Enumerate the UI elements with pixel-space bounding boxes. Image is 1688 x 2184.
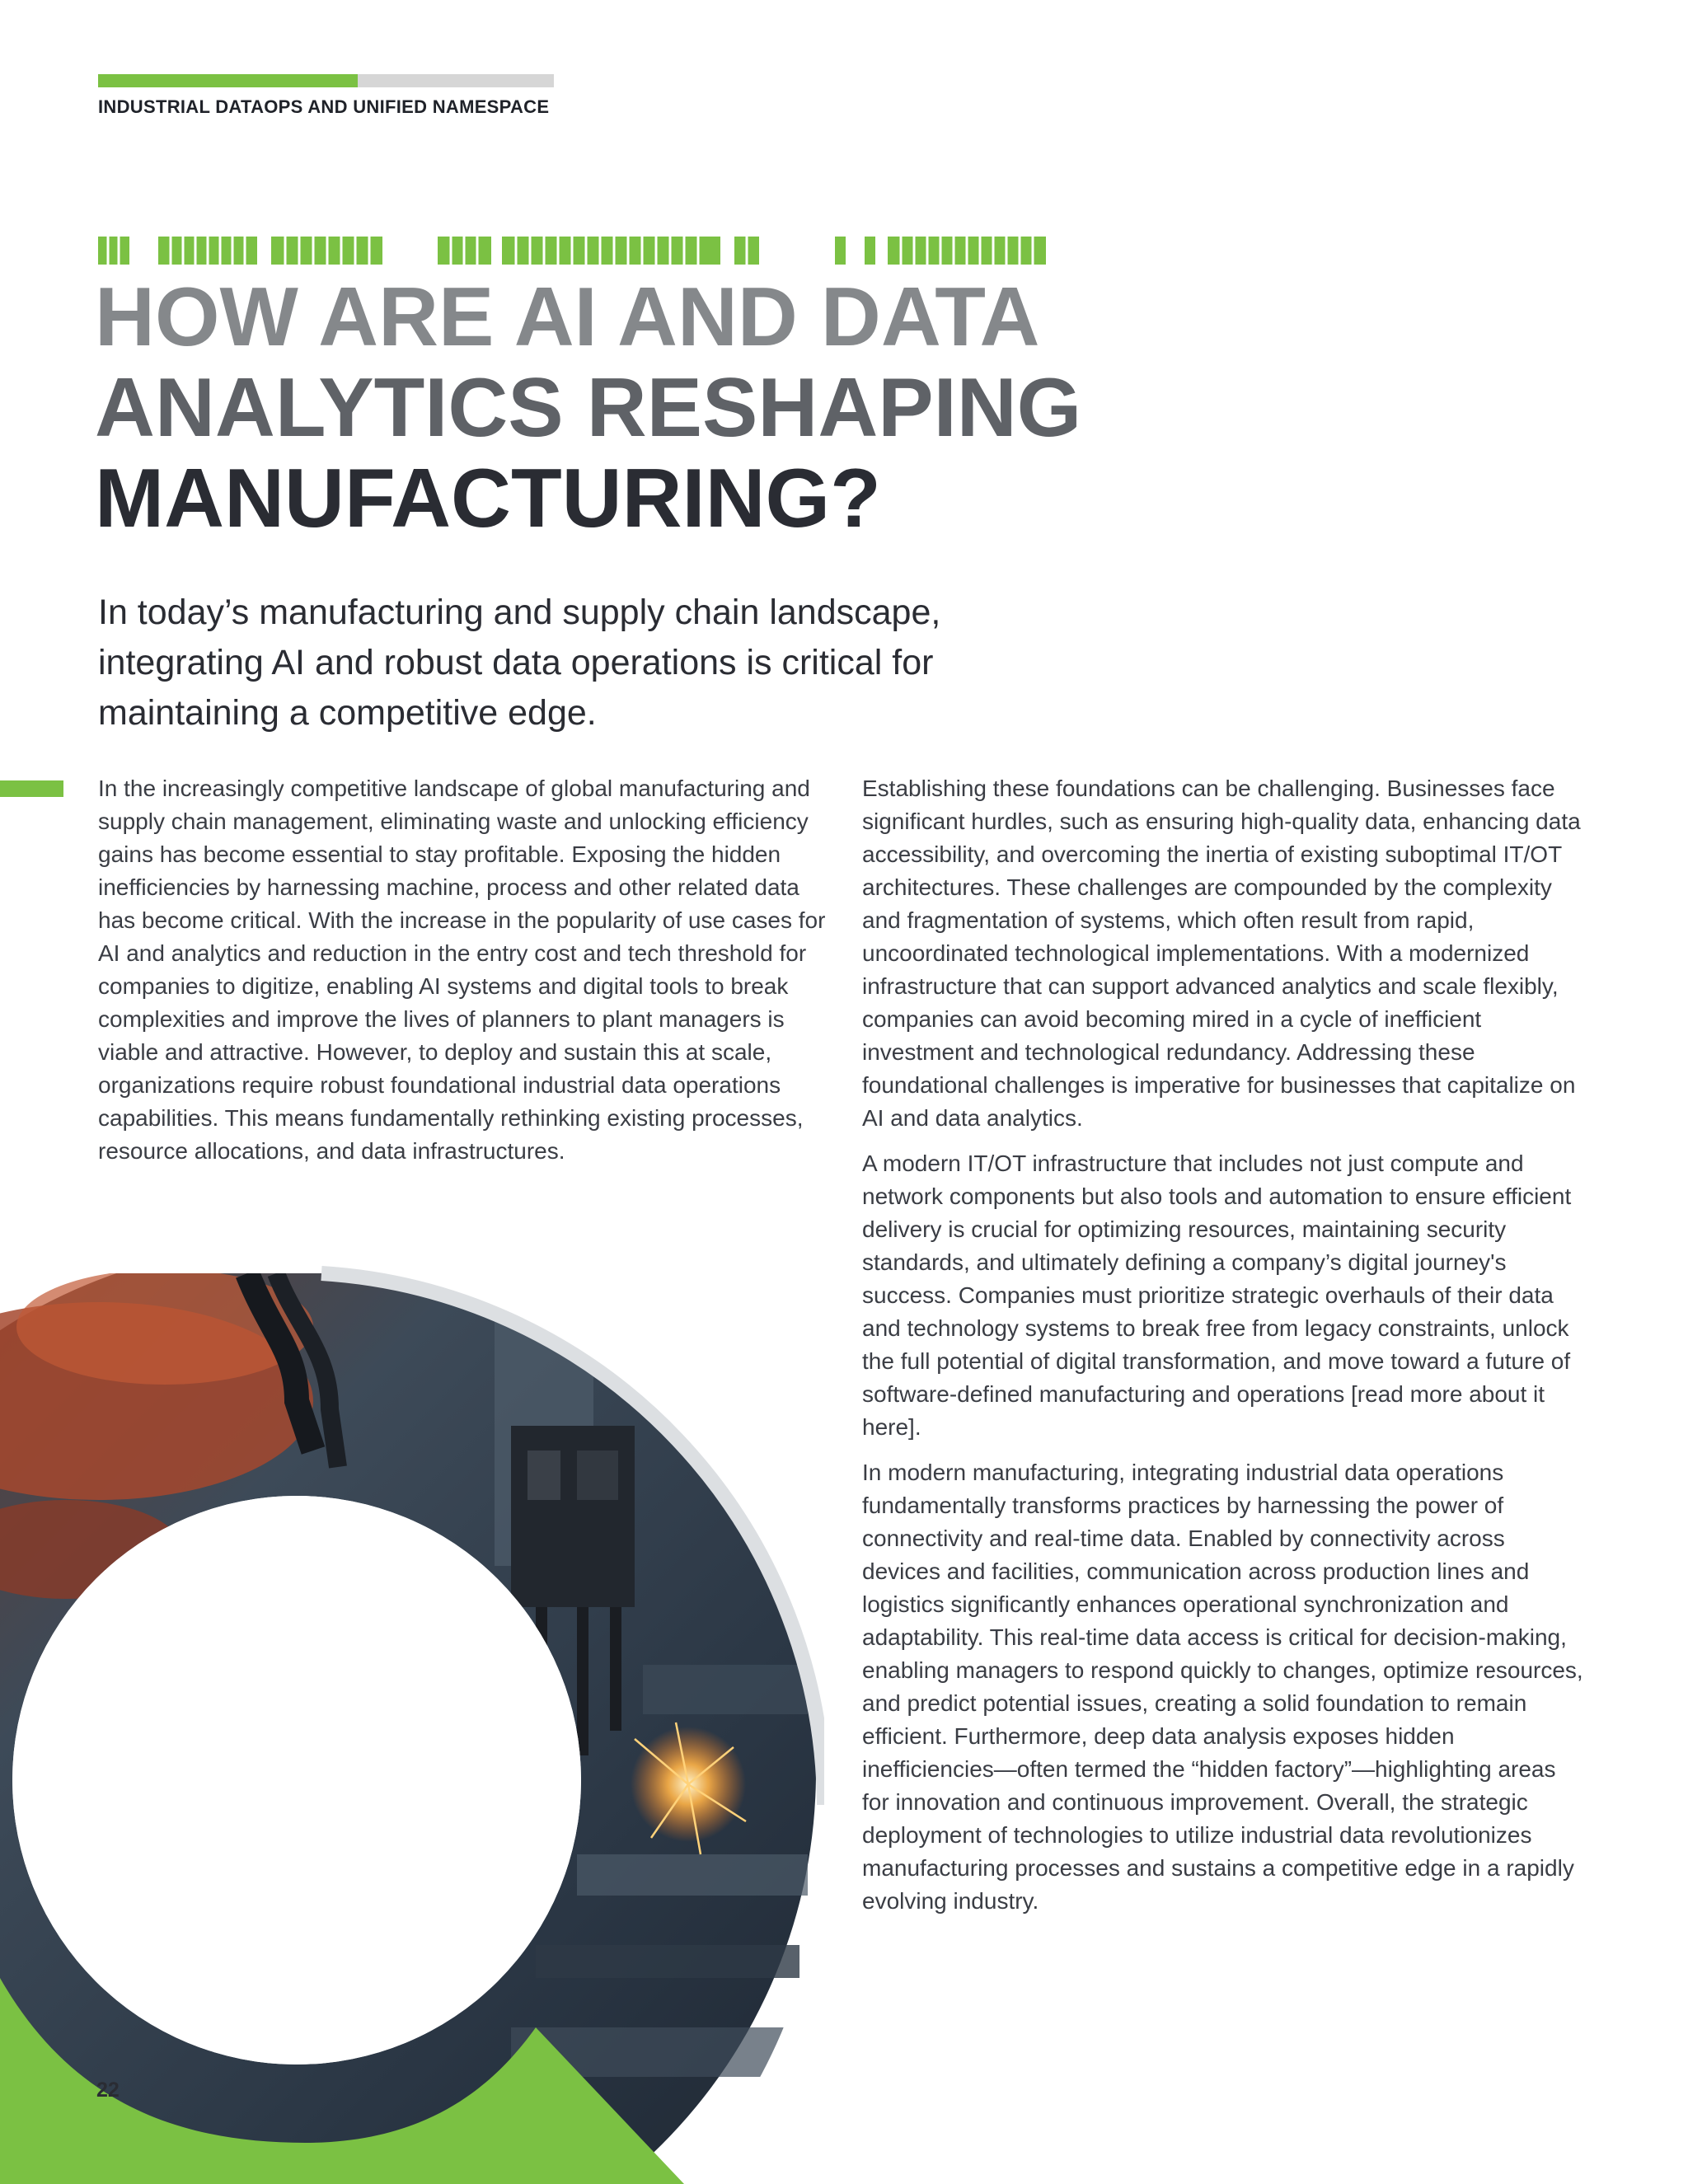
lede-paragraph: In today’s manufacturing and supply chain landscape, integrating AI and robust data operations is critical for maintaining a competitive edge. (98, 593, 941, 733)
page-title (95, 272, 1081, 544)
title-line-3: MANUFACTURING? (95, 452, 881, 545)
body-column-left (98, 772, 840, 1180)
running-header: INDUSTRIAL DATAOPS AND UNIFIED NAMESPACE (98, 96, 550, 117)
reading-progress-fill (98, 74, 358, 87)
body-paragraph: In modern manufacturing, integrating industrial data operations fundamentally transforms practices by harnessing the power of connectivity and real-time data. Enabled by connectivity across devices and facilities, communication across production lines and logistics significantly enhances operational synchronization and adaptability. This real-time data access is critical for decision-making, enabling managers to respond quickly to changes, optimize resources, and predict potential issues, creating a solid foundation to remain efficient. Furthermore, deep data analysis exposes hidden inefficiencies—often termed the “hidden factory”—highlighting areas for innovation and continuous improvement. Overall, the strategic deployment of technologies to utilize industrial data revolutionizes manufacturing processes and sustains a competitive edge in a rapidly evolving industry. (862, 1460, 1583, 1914)
factory-robotics-photo (0, 1261, 824, 2184)
body-paragraph: In the increasingly competitive landscape of global manufacturing and supply chain management, eliminating waste and unlocking efficiency gains has become essential to stay profitable. Exposing the hidden inefficiencies by harnessing machine, process and other related data has become critical. With the increase in the popularity of use cases for AI and analytics and reduction in the entry cost and tech threshold for companies to digitize, enabling AI systems and digital tools to break complexities and improve the lives of planners to plant managers is viable and attractive. However, to deploy and sustain this at scale, organizations require robust foundational industrial data operations capabilities. This means fundamentally rethinking existing processes, resource allocations, and data infrastructures. (98, 776, 826, 1164)
page-number: 22 (96, 2079, 120, 2102)
body-paragraph: A modern IT/OT infrastructure that includes not just compute and network components but also tools and automation to ensure efficient delivery is crucial for optimizing resources, maintaining security standards, and ultimately defining a company’s digital journey's success. Companies must prioritize strategic overhauls of their data and technology systems to break free from legacy constraints, unlock the full potential of digital transformation, and move toward a future of software-defined manufacturing and operations [read more about it here]. (862, 1151, 1572, 1440)
accent-bar-strip (98, 237, 1046, 265)
reading-progress-bar (98, 74, 554, 87)
title-line-2: ANALYTICS RESHAPING (95, 362, 1082, 454)
side-accent-bar (0, 780, 63, 797)
title-line-1: HOW ARE AI AND DATA (95, 271, 1040, 363)
body-column-right (862, 772, 1587, 1930)
body-paragraph: Establishing these foundations can be challenging. Businesses face significant hurdles, such as ensuring high-quality data, enhancing data accessibility, and overcoming the inertia of existing suboptimal IT/OT architectures. These challenges are compounded by the complexity and fragmentation of systems, which often result from rapid, uncoordinated technological implementations. With a modernized infrastructure that can support advanced analytics and scale flexibly, companies can avoid becoming mired in a cycle of inefficient investment and technological redundancy. Addressing these foundational challenges is imperative for businesses that capitalize on AI and data analytics. (862, 776, 1581, 1131)
